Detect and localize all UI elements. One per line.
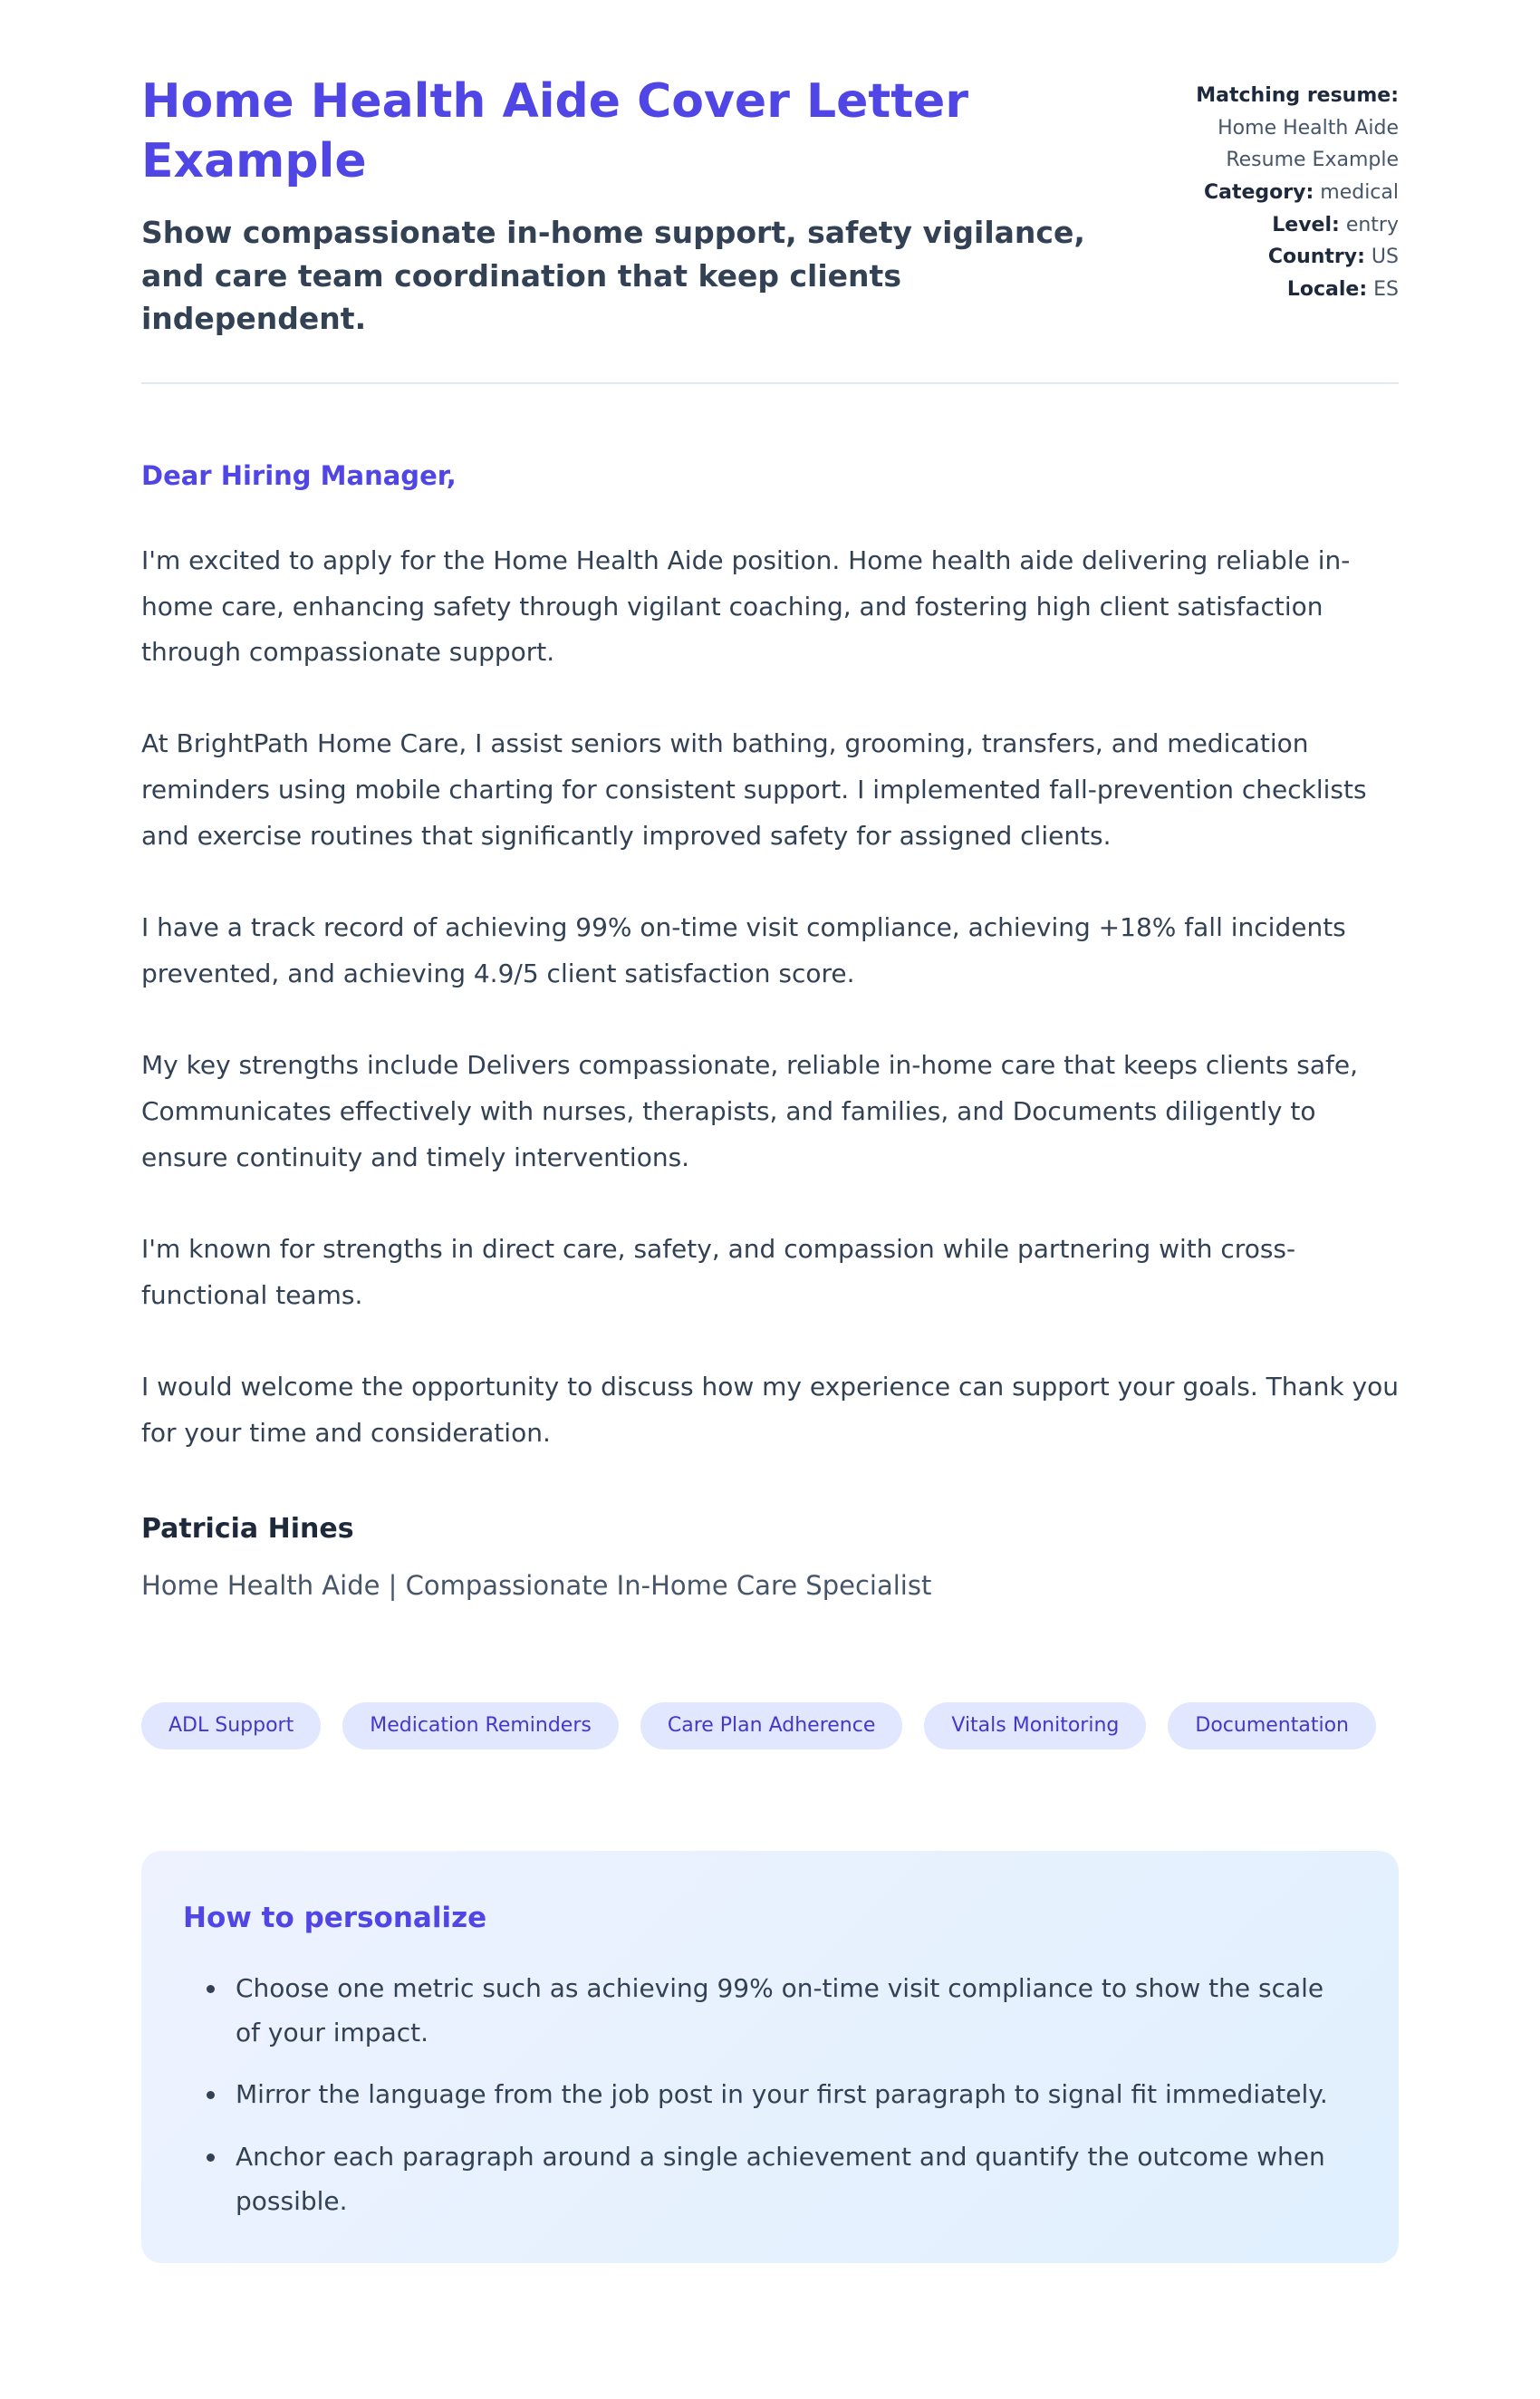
letter-greeting: Dear Hiring Manager,: [141, 459, 457, 491]
letter-paragraph: At BrightPath Home Care, I assist seniors with bathing, grooming, transfers, and medication reminders using mobile charting for consistent support. I implemented fall-prevention checklists and exercise routines that significantly improved safety for assigned clients.: [141, 728, 1367, 852]
skill-tags: [141, 1702, 1399, 1749]
meta-locale: Locale: ES: [1286, 277, 1399, 301]
tag-medication-reminders: Medication Reminders: [342, 1702, 619, 1749]
personalize-title: How to personalize: [183, 1901, 487, 1934]
header-title-block: [141, 72, 1092, 341]
tag-adl-support: ADL Support: [141, 1702, 321, 1749]
tag-care-plan-adherence: Care Plan Adherence: [640, 1702, 903, 1749]
letter-paragraph: My key strengths include Delivers compassionate, reliable in-home care that keeps clients safe, Communicates effectively with nurses, therapists, and families, and Documents diligently to ensure continuity and timely interventions.: [141, 1050, 1359, 1173]
meta-category: Category: medical: [1203, 180, 1399, 204]
signature-name: Patricia Hines: [141, 1512, 354, 1545]
matching-resume-label: Matching resume:: [1196, 84, 1399, 107]
personalize-tip: • Mirror the language from the job post in your first paragraph to signal fit immediately.: [228, 2073, 1343, 2117]
personalize-tip: • Choose one metric such as achieving 99% on-time visit compliance to show the scale of your impact.: [228, 1967, 1343, 2055]
page-subtitle: Show compassionate in-home support, safety vigilance, and care team coordination that keep clients independent.: [141, 215, 1085, 337]
letter-paragraph: I have a track record of achieving 99% on-time visit compliance, achieving +18% fall incidents prevented, and achieving 4.9/5 client satisfaction score.: [141, 912, 1346, 989]
signature-block: [141, 1513, 1399, 1601]
tag-documentation: Documentation: [1168, 1702, 1376, 1749]
letter-paragraph: I'm known for strengths in direct care, safety, and compassion while partnering with cross-functional teams.: [141, 1234, 1296, 1311]
header-divider: [141, 382, 1399, 384]
signature-title: Home Health Aide | Compassionate In-Home Care Specialist: [141, 1569, 932, 1601]
meta-panel: [1152, 72, 1399, 305]
letter-paragraph: I'm excited to apply for the Home Health Aide position. Home health aide delivering reliable in-home care, enhancing safety through vigilant coaching, and fostering high client satisfaction through compassionate support.: [141, 544, 1351, 668]
page-title: Home Health Aide Cover Letter Example: [141, 74, 968, 188]
cover-letter-body: [141, 460, 1399, 1601]
letter-paragraph: I would welcome the opportunity to discuss how my experience can support your goals. Thank you for your time and consideration.: [141, 1371, 1399, 1448]
page-header: [141, 72, 1399, 341]
meta-level: Level: entry: [1272, 213, 1399, 236]
matching-resume-link[interactable]: Home Health Aide Resume Example: [1218, 116, 1399, 172]
personalize-list: [183, 1967, 1352, 2224]
personalize-tip: • Anchor each paragraph around a single achievement and quantify the outcome when possible.: [228, 2135, 1343, 2223]
meta-country: Country: US: [1267, 246, 1399, 269]
how-to-personalize-card: [141, 1851, 1399, 2264]
tag-vitals-monitoring: Vitals Monitoring: [924, 1702, 1146, 1749]
